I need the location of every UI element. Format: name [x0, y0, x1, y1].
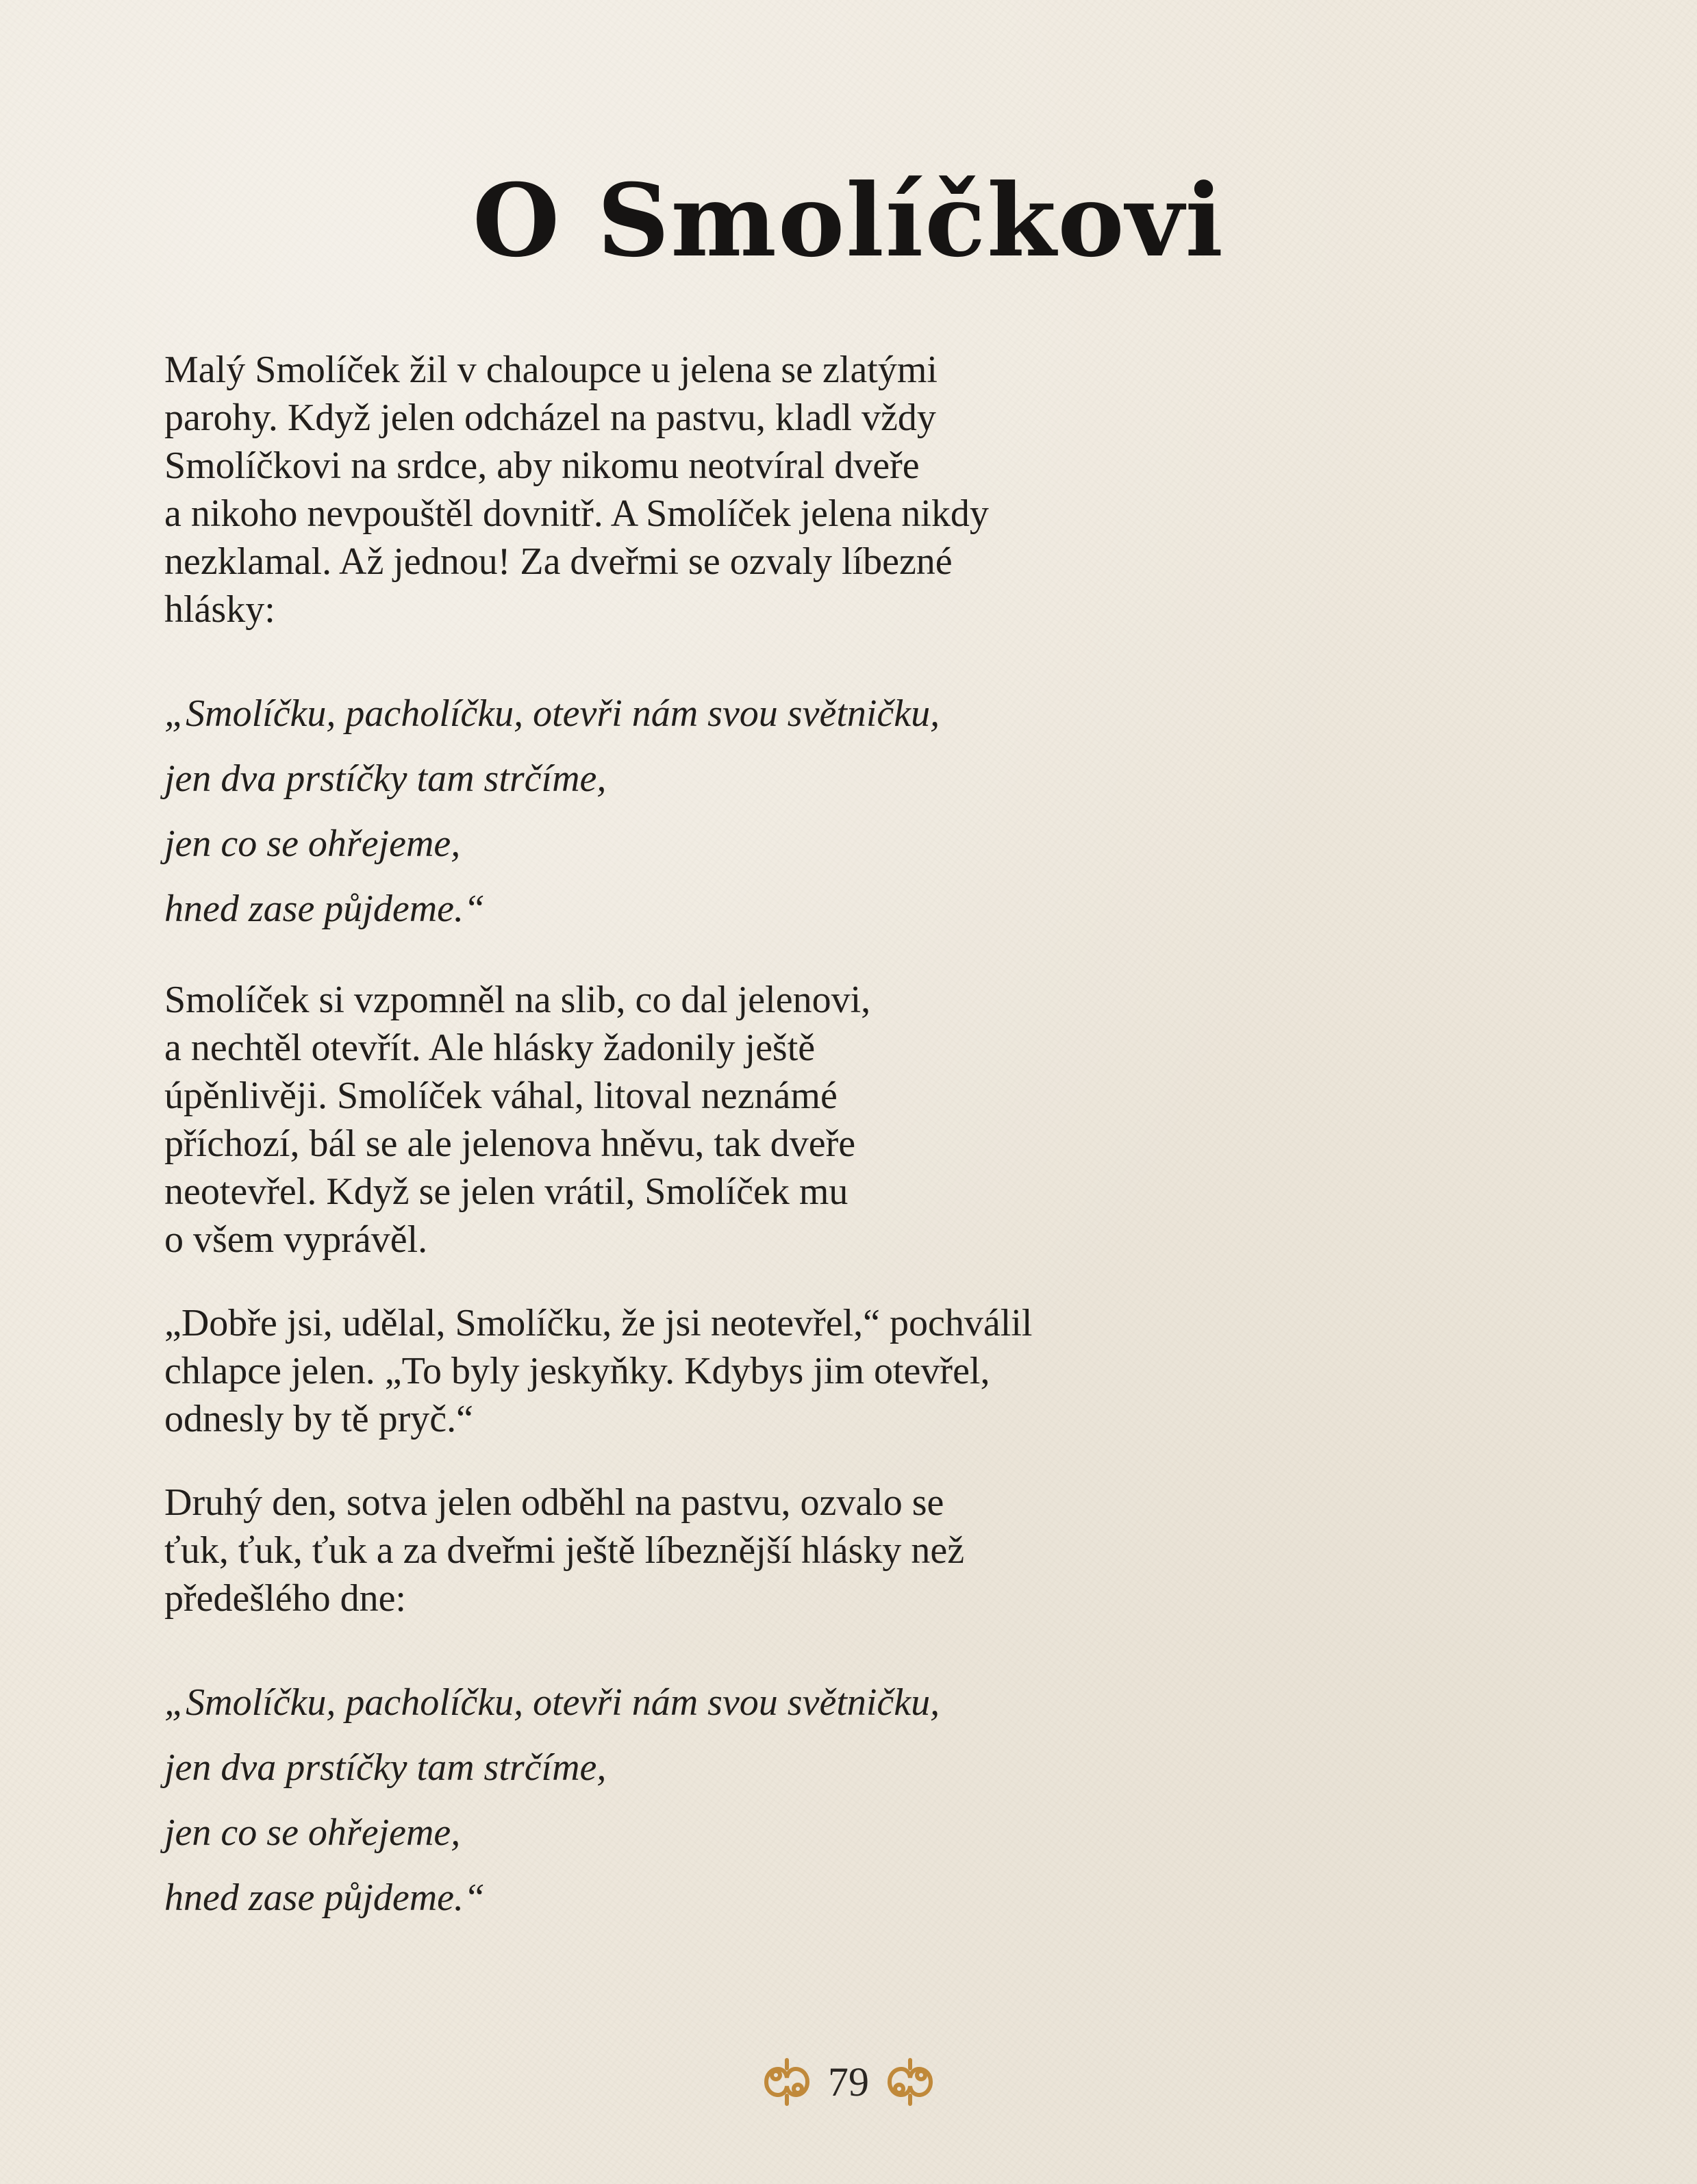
verse-second — [164, 1670, 1233, 1931]
paragraph-intro — [164, 346, 1233, 633]
text-line: „Dobře jsi, udělal, Smolíčku, že jsi neotevřel,“ pochválil — [164, 1302, 1033, 1344]
text-line: o všem vyprávěl. — [164, 1218, 428, 1261]
gold-scroll-ornament-icon — [883, 2055, 938, 2109]
text-line: odnesly by tě pryč.“ — [164, 1398, 473, 1440]
verse-line: jen dva prstíčky tam strčíme, — [164, 1746, 607, 1789]
verse-line: hned zase půjdeme.“ — [164, 888, 486, 930]
verse-line: jen co se ohřejeme, — [164, 823, 461, 865]
text-line: a nechtěl otevřít. Ale hlásky žadonily ještě — [164, 1027, 816, 1069]
text-line: hlásky: — [164, 588, 275, 631]
text-line: chlapce jelen. „To byly jeskyňky. Kdybys jim otevřel, — [164, 1350, 990, 1392]
page-content — [164, 346, 1233, 1931]
text-line: parohy. Když jelen odcházel na pastvu, kladl vždy — [164, 397, 936, 439]
verse-line: jen co se ohřejeme, — [164, 1811, 461, 1854]
paragraph-smolicek-hesitates — [164, 976, 1233, 1264]
verse-line: „Smolíčku, pacholíčku, otevři nám svou světničku, — [164, 1681, 940, 1724]
paragraph-second-day — [164, 1479, 1233, 1622]
text-line: neotevřel. Když se jelen vrátil, Smolíček mu — [164, 1170, 848, 1213]
page-title: O Smolíčkovi — [473, 162, 1224, 279]
text-line: Druhý den, sotva jelen odběhl na pastvu, ozvalo se — [164, 1481, 944, 1524]
verse-line: hned zase půjdeme.“ — [164, 1877, 486, 1919]
gold-scroll-ornament-icon — [759, 2055, 814, 2109]
text-line: Malý Smolíček žil v chaloupce u jelena se zlatými — [164, 349, 938, 391]
text-line: Smolíčkovi na srdce, aby nikomu neotvíral dveře — [164, 444, 920, 487]
text-line: nezklamal. Až jednou! Za dveřmi se ozvaly líbezné — [164, 540, 953, 583]
text-line: předešlého dne: — [164, 1577, 406, 1620]
verse-line: jen dva prstíčky tam strčíme, — [164, 757, 607, 800]
paragraph-deer-praises — [164, 1299, 1233, 1443]
page-footer — [0, 2051, 1697, 2113]
verse-first — [164, 681, 1233, 942]
text-line: ťuk, ťuk, ťuk a za dveřmi ještě líbeznější hlásky než — [164, 1529, 965, 1572]
text-line: a nikoho nevpouštěl dovnitř. A Smolíček jelena nikdy — [164, 492, 989, 535]
verse-line: „Smolíčku, pacholíčku, otevři nám svou světničku, — [164, 692, 940, 735]
text-line: Smolíček si vzpomněl na slib, co dal jelenovi, — [164, 979, 871, 1021]
text-line: úpěnlivěji. Smolíček váhal, litoval neznámé — [164, 1075, 838, 1117]
page-number: 79 — [828, 2059, 869, 2105]
text-line: příchozí, bál se ale jelenova hněvu, tak dveře — [164, 1122, 856, 1165]
